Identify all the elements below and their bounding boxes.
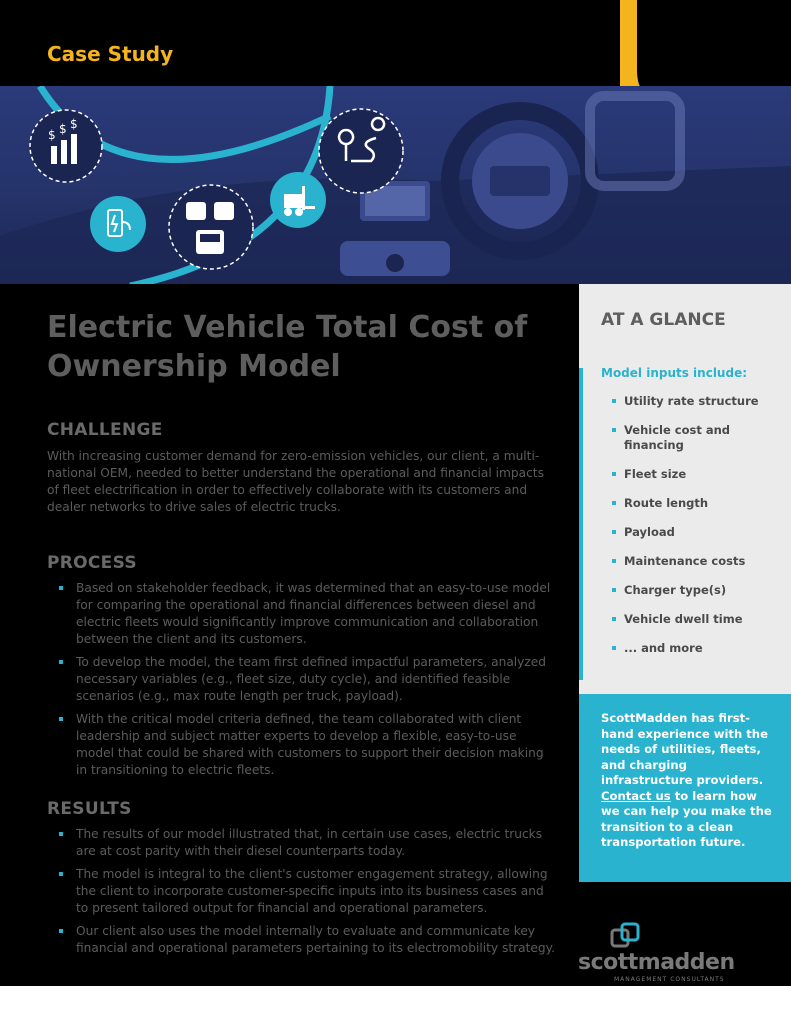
list-item-text: Vehicle dwell time <box>624 612 743 626</box>
list-item <box>612 525 782 540</box>
list-item <box>612 467 782 482</box>
list-item-text: The model is integral to the client's customer engagement strategy, allowing the client to incorporate customer-specific inputs into its business cases and to present tailored output for financial and operational parameters. <box>76 867 548 915</box>
list-item <box>612 423 782 453</box>
svg-text:$: $ <box>48 128 56 142</box>
bullet-icon <box>59 717 63 721</box>
logo-wordmark: scottmadden <box>578 950 735 975</box>
list-item-text: Based on stakeholder feedback, it was determined that an easy-to-use model for comparing the operational and financial differences between diesel and electric fleets would significantly improve communication and collaboration between the client and its customers. <box>76 581 551 646</box>
bullet-icon <box>612 588 616 592</box>
challenge-heading: CHALLENGE <box>47 420 163 440</box>
model-inputs-subtitle: Model inputs include: <box>601 366 748 380</box>
logo-tagline: MANAGEMENT CONSULTANTS <box>614 976 725 983</box>
list-item <box>56 654 556 705</box>
list-item-text: ... and more <box>624 641 703 655</box>
bullet-icon <box>59 586 63 590</box>
model-inputs-list <box>612 394 782 670</box>
accent-bar <box>579 368 583 680</box>
bullet-icon <box>612 399 616 403</box>
bullet-icon <box>612 530 616 534</box>
cta-text-before: ScottMadden has first-hand experience with the needs of utilities, fleets, and charging infrastructure providers. <box>601 711 768 787</box>
cta-text-after: to learn how we can help you make the transition to a clean transportation future. <box>601 788 772 849</box>
list-item <box>612 554 782 569</box>
list-item <box>56 923 556 957</box>
bullet-icon <box>59 872 63 876</box>
cta-text <box>601 711 779 851</box>
list-item <box>56 580 556 648</box>
svg-text:$: $ <box>70 117 78 131</box>
bullet-icon <box>59 929 63 933</box>
list-item-text: Vehicle cost and financing <box>624 423 731 452</box>
bullet-icon <box>612 559 616 563</box>
fleet-trucks-icon <box>166 182 256 272</box>
bullet-icon <box>612 472 616 476</box>
list-item <box>612 394 782 409</box>
list-item <box>612 641 782 656</box>
charger-icon <box>88 194 148 254</box>
list-item-text: Utility rate structure <box>624 394 759 408</box>
list-item-text: Payload <box>624 525 675 539</box>
list-item <box>56 866 556 917</box>
list-item-text: Fleet size <box>624 467 687 481</box>
bullet-icon <box>612 646 616 650</box>
results-list <box>56 826 556 963</box>
list-item <box>612 612 782 627</box>
list-item <box>612 496 782 511</box>
list-item <box>56 826 556 860</box>
page-title: Electric Vehicle Total Cost of Ownership Model <box>47 310 528 384</box>
results-heading: RESULTS <box>47 799 132 819</box>
list-item-text: The results of our model illustrated that, in certain use cases, electric trucks are at cost parity with their diesel counterparts today. <box>76 827 543 858</box>
list-item-text: To develop the model, the team first defined impactful parameters, analyzed necessary variables (e.g., fleet size, duty cycle), and identified feasible scenarios (e.g., max route length per truck, payload). <box>76 655 547 703</box>
list-item-text: Maintenance costs <box>624 554 746 568</box>
list-item-text: Our client also uses the model internally to evaluate and communicate key financial and operational parameters pertaining to its electromobility strategy. <box>76 924 555 955</box>
contact-us-link[interactable]: Contact us <box>601 788 671 803</box>
bullet-icon <box>612 501 616 505</box>
list-item <box>612 583 782 598</box>
list-item-text: With the critical model criteria defined, the team collaborated with client leadership and subject matter experts to develop a flexible, easy-to-use model that could be shared with customers to support their decision making in transitioning to electric fleets. <box>76 712 544 777</box>
case-study-label: Case Study <box>47 42 174 66</box>
money-chart-icon <box>26 106 106 186</box>
bullet-icon <box>59 832 63 836</box>
at-a-glance-title: AT A GLANCE <box>601 310 726 330</box>
list-item-text: Charger type(s) <box>624 583 727 597</box>
page-footer <box>0 986 791 1024</box>
svg-text:$: $ <box>59 122 67 136</box>
process-heading: PROCESS <box>47 553 137 573</box>
list-item <box>56 711 556 779</box>
bullet-icon <box>612 617 616 621</box>
route-pin-icon <box>316 106 406 196</box>
challenge-text: With increasing customer demand for zero-emission vehicles, our client, a multi-national OEM, needed to better understand the operational and financial impacts of fleet electrification in order to effectively collaborate with its customers and dealer networks to drive sales of electric trucks. <box>47 449 544 514</box>
list-item-text: Route length <box>624 496 709 510</box>
process-list <box>56 580 556 785</box>
hero-banner <box>0 86 791 284</box>
bullet-icon <box>59 660 63 664</box>
logo-mark-icon <box>610 922 642 952</box>
bullet-icon <box>612 428 616 432</box>
